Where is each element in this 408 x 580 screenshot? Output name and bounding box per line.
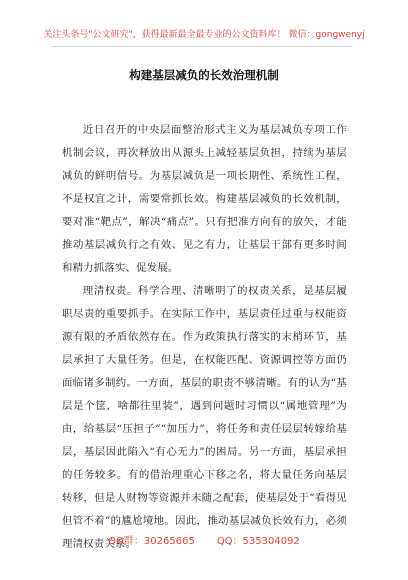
qq-number: QQ：535304092 <box>216 536 300 547</box>
header-divider <box>52 46 352 47</box>
qq-group: QQ群：30265665 <box>108 536 195 547</box>
header-note: 关注头条号"公文研究"，获得最新最全最专业的公文资料库！ 微信：gongwenyj <box>43 30 365 40</box>
document-title: 构建基层减负的长效治理机制 <box>129 68 279 82</box>
paragraph-1: 近日召开的中央层面整治形式主义为基层减负专项工作机制会议，再次释放出从源头上减轻基层负担，持续为基层减负的鲜明信号。为基层减负是一项长期性、系统性工程，不是权宜之计，需要常抓长效。构建基层减负的长效机制，要对准“靶点”，解决“痛点”。只有把准方向有的放矢，才能推动基层减负行之有效、见之有力，让基层干部有更多时间和精力抓落实、促发展。 <box>62 124 347 274</box>
paragraph-2: 理清权责。科学合理、清晰明了的权责关系，是基层履职尽责的重要抓手。在实际工作中，基层责任过重与权能资源有限的矛盾依然存在。作为政策执行落实的末梢环节，基层承担了大量任务。但是，在权能匹配、资源调控等方面仍面临诸多制约。一方面，基层的职责不够清晰。有的认为“基层是个筐，啥都往里装”，遇到问题时习惯以“属地管理”为由，给基层“压担子”“加压力”，将任务和责任层层转嫁给基层，基层因此陷入“有心无力”的困局。另一方面，基层承担的任务较多。有的借治理重心下移之名，将大量任务向基层转移，但是人财物等资源并未随之配套，使基层处于“看得见但管不着”的尴尬境地。因此，推动基层减负长效有力，必须理清权责关系。 <box>62 285 347 550</box>
footer-contact <box>0 532 408 547</box>
document-body <box>62 119 347 556</box>
